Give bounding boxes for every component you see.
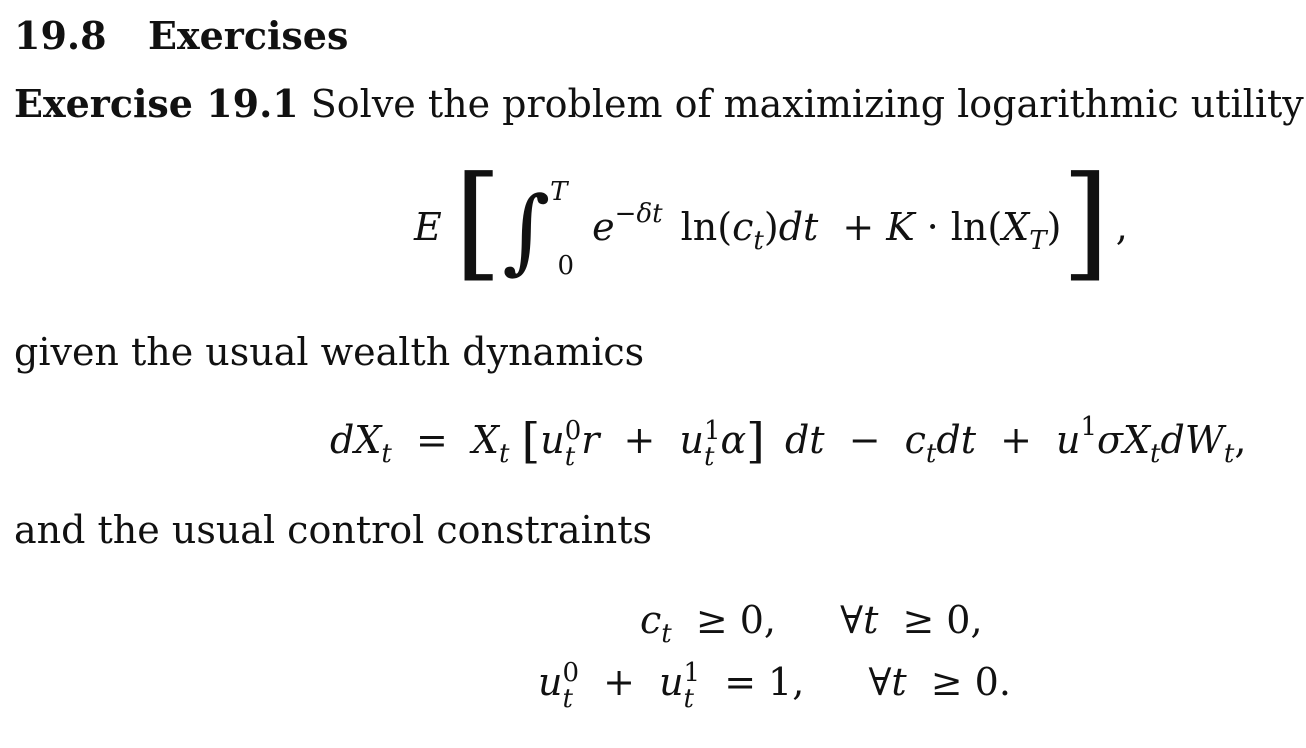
exercise-statement [14,80,1304,128]
section-number: 19.8 [14,13,107,58]
utility-equation: E [∫$^T_0$ $e^{-\delta t}$ $\ln(c_t)dt + K \cdot \ln(X_T)$] , [414,150,1128,294]
wealth-dynamics-equation: $dX_t = X_t$ [u 0 t r + u 1 t α] dt − $c_tdt + u^1\sigma X_tdW_t$, [330,412,1247,472]
constraint-weights: u 0 t + u 1 t = 1, ∀t ≥ 0. [538,658,1011,714]
section-title: Exercises [148,13,349,58]
constraints-intro-text: and the usual control constraints [14,508,652,552]
exercise-intro: Solve the problem of maximizing logarithmic utility [310,82,1304,126]
exercise-label: Exercise 19.1 [14,81,299,126]
given-text: given the usual wealth dynamics [14,330,645,374]
section-heading [14,12,348,60]
constraint-consumption: $c_t \ge 0$, ∀t ≥ 0, [640,598,983,649]
